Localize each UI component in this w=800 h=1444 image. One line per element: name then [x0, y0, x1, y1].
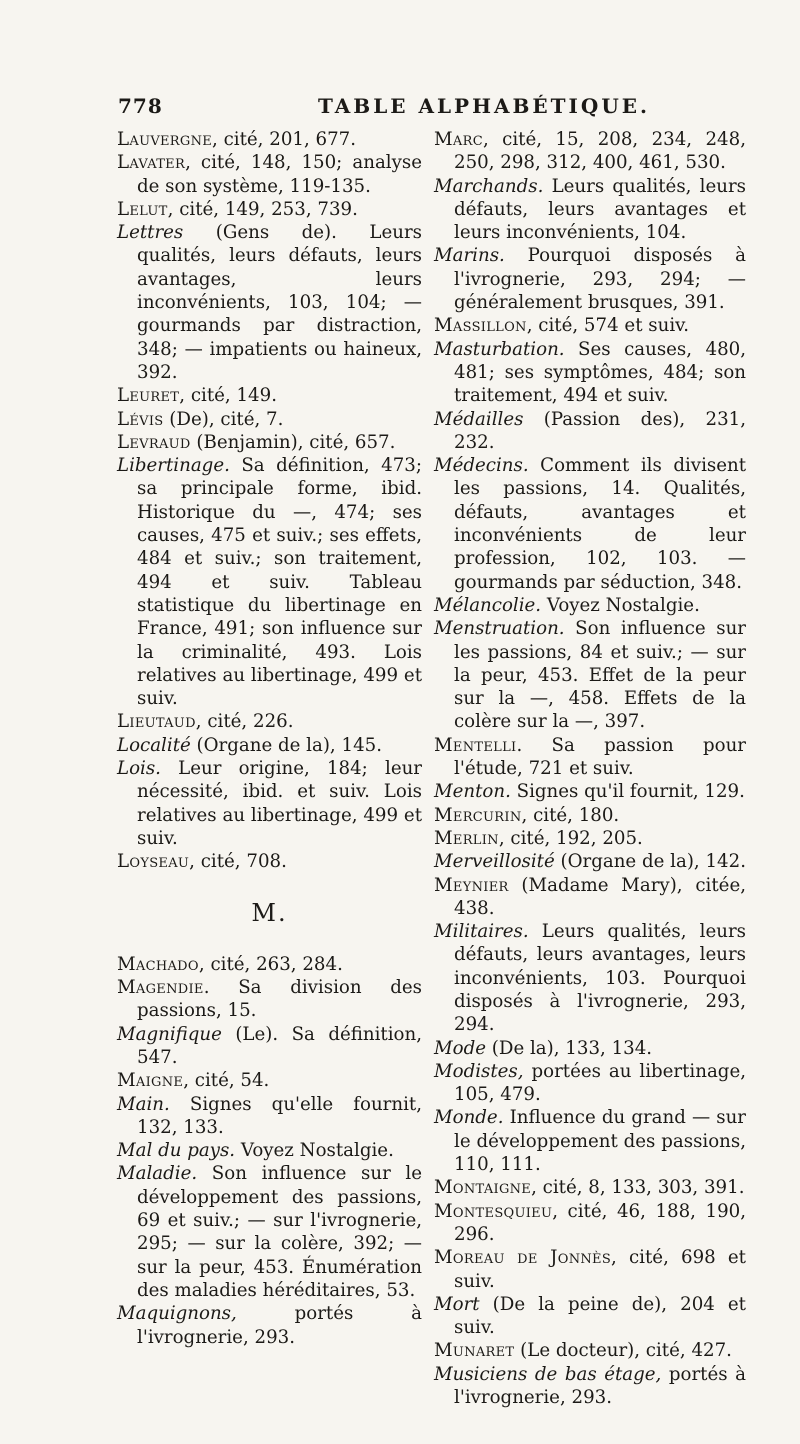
entry-headword: Maquignons,	[117, 1303, 237, 1325]
entry-headword: Lelut	[117, 198, 168, 220]
entry-references: . Sa division des passions, 15.	[137, 977, 422, 1022]
entry-headword: Mode	[434, 1037, 486, 1059]
entry-references: Leurs qualités, leurs défauts, leurs avantages, leurs inconvénients, 103. Pourquoi disposés à l'ivrognerie, 293, 294.	[454, 921, 746, 1036]
entry-references: , cité, 54.	[183, 1070, 270, 1092]
index-entry	[117, 221, 422, 384]
entry-headword: Marc	[434, 129, 483, 150]
index-entry	[434, 1200, 746, 1247]
entry-headword: Machado	[117, 953, 199, 975]
entry-headword: Massillon	[434, 315, 527, 337]
entry-references: (Le). Sa définition, 547.	[137, 1023, 422, 1068]
index-entry	[434, 734, 746, 781]
entry-references: , cité, 698 et suiv.	[454, 1247, 746, 1292]
running-title: TABLE ALPHABÉTIQUE.	[318, 94, 650, 118]
index-entry	[117, 850, 422, 873]
index-entry	[434, 1060, 746, 1107]
entry-headword: Leuret	[117, 385, 180, 407]
entries-group-m-continued	[434, 128, 746, 1409]
entry-headword: Menstruation.	[434, 618, 565, 640]
index-entry	[117, 1139, 422, 1162]
index-entry	[117, 1093, 422, 1140]
entry-headword: Lois.	[117, 758, 161, 780]
index-entry	[117, 384, 422, 407]
index-entry	[117, 1302, 422, 1349]
index-entry	[117, 454, 422, 710]
section-letter: M.	[251, 898, 288, 927]
entry-references: (Benjamin), cité, 657.	[190, 431, 396, 453]
entry-references: (Le docteur), cité, 427.	[514, 1340, 732, 1362]
entry-references: , cité, 149, 253, 739.	[167, 198, 358, 220]
index-entry	[434, 594, 746, 617]
entry-references: portés à l'ivrognerie, 293.	[137, 1303, 422, 1348]
entry-headword: Merveillosité	[434, 851, 555, 873]
entry-references: , cité, 46, 188, 190, 296.	[454, 1200, 746, 1245]
entry-headword: Montesquieu	[434, 1200, 553, 1222]
index-entry	[434, 454, 746, 594]
entry-headword: Levraud	[117, 431, 191, 453]
entry-references: portées au libertinage, 105, 479.	[454, 1060, 746, 1106]
index-entry	[117, 953, 422, 976]
index-entry	[117, 431, 422, 454]
entry-headword: Militaires.	[434, 921, 529, 943]
entry-references: portés à l'ivrognerie, 293.	[454, 1363, 746, 1409]
entry-headword: Musiciens de bas étage,	[434, 1363, 662, 1385]
entry-headword: Lieutaud	[117, 711, 196, 733]
index-entry	[434, 827, 746, 850]
entry-headword: Meynier	[434, 874, 509, 896]
entry-references: Voyez Nostalgie.	[235, 1140, 394, 1162]
index-entry	[434, 1106, 746, 1176]
index-entry	[434, 1363, 746, 1410]
entry-headword: Main.	[117, 1093, 170, 1115]
entry-references: , cité, 574 et suiv.	[526, 315, 690, 337]
entry-headword: Lévis	[117, 408, 164, 430]
index-entry	[434, 780, 746, 803]
entry-references: Sa définition, 473; sa principale forme, ibid. Historique du —, 474; ses causes, 475 et suiv.; ses effets, 484 et suiv.; son traitement, 494 et suiv. Tableau statistique du libertinage en France, 491; son influence sur la criminalité, 493. Lois relatives au libertinage, 499 et suiv.	[137, 455, 422, 710]
entry-references: Signes qu'il fournit, 129.	[510, 781, 745, 803]
index-entry	[434, 920, 746, 1036]
index-entry	[434, 850, 746, 873]
entry-references: Ses causes, 480, 481; ses symptômes, 484; son traitement, 494 et suiv.	[454, 338, 746, 407]
entry-headword: Libertinage.	[117, 455, 230, 477]
index-entry	[434, 874, 746, 921]
index-entry	[117, 151, 422, 198]
index-entry	[117, 198, 422, 221]
index-entry	[434, 617, 746, 733]
entry-headword: Mélancolie.	[434, 594, 542, 616]
entry-references: , cité, 192, 205.	[498, 827, 643, 849]
index-entry	[434, 1293, 746, 1340]
index-entry	[434, 408, 746, 455]
index-entry	[117, 976, 422, 1023]
index-entry	[434, 244, 746, 314]
entry-references: Leur origine, 184; leur nécessité, ibid. et suiv. Lois relatives au libertinage, 499 et suiv.	[137, 758, 422, 849]
entry-headword: Magnifique	[117, 1023, 222, 1045]
entry-headword: Mal du pays.	[117, 1140, 236, 1162]
entry-headword: Mercurin	[434, 804, 522, 826]
entry-headword: Munaret	[434, 1340, 515, 1362]
index-entry	[117, 757, 422, 850]
entries-group-l	[117, 128, 422, 874]
entry-references: Comment ils divisent les passions, 14. Qualités, défauts, avantages et inconvénients de leur profession, 102, 103. — gourmands par séduction, 348.	[454, 455, 746, 593]
entry-headword: Médecins.	[434, 455, 529, 477]
entry-references: , cité, 180.	[521, 804, 620, 826]
entry-references: (Organe de la), 142.	[554, 851, 746, 873]
index-entry	[434, 175, 746, 245]
index-entry	[434, 1339, 746, 1362]
entry-references: (Madame Mary), citée, 438.	[454, 874, 746, 919]
entry-references: (De la), 133, 134.	[485, 1037, 653, 1059]
entry-references: (Passion des), 231, 232.	[454, 408, 746, 453]
index-entry	[117, 128, 422, 151]
entry-headword: Médailles	[434, 408, 524, 430]
entry-references: (Organe de la), 145.	[190, 734, 382, 756]
index-entry	[434, 314, 746, 337]
entry-references: Pourquoi disposés à l'ivrognerie, 293, 294; — généralement brusques, 391.	[454, 245, 746, 314]
entry-references: . Sa passion pour l'étude, 721 et suiv.	[454, 734, 746, 780]
entries-group-m	[117, 953, 422, 1349]
entry-headword: Monde.	[434, 1107, 504, 1129]
entry-references: (De), cité, 7.	[163, 408, 284, 430]
entry-references: , cité, 226.	[195, 711, 294, 733]
entry-headword: Marchands.	[434, 175, 544, 197]
index-entry	[117, 1069, 422, 1092]
entry-headword: Masturbation.	[434, 338, 565, 360]
entry-headword: Modistes,	[434, 1060, 524, 1082]
entry-references: Leurs qualités, leurs défauts, leurs avantages et leurs inconvénients, 104.	[454, 175, 746, 244]
entry-references: Voyez Nostalgie.	[541, 594, 700, 616]
entry-headword: Mentelli	[434, 734, 517, 756]
index-entry	[117, 1023, 422, 1070]
entry-references: , cité, 8, 133, 303, 391.	[531, 1177, 745, 1199]
entry-references: , cité, 148, 150; analyse de son système, 119-135.	[137, 152, 422, 197]
index-entry	[434, 338, 746, 408]
index-entry	[434, 804, 746, 827]
page-header	[118, 94, 758, 126]
right-column	[434, 128, 746, 1409]
entry-references: , cité, 201, 677.	[212, 129, 357, 150]
left-column	[117, 128, 422, 1349]
entry-headword: Lettres	[117, 222, 184, 244]
index-entry	[434, 1246, 746, 1293]
entry-headword: Marins.	[434, 245, 505, 267]
entry-references: , cité, 263, 284.	[198, 953, 343, 975]
entry-headword: Montaigne	[434, 1177, 532, 1199]
entry-references: , cité, 708.	[189, 851, 287, 873]
entry-headword: Maladie.	[117, 1163, 198, 1185]
entry-headword: Magendie	[117, 977, 204, 999]
entry-references: Son influence sur le développement des passions, 69 et suiv.; — sur l'ivrognerie, 295; — sur la colère, 392; — sur la peur, 453. Énumération des maladies héréditaires, 53.	[137, 1163, 422, 1301]
entry-headword: Moreau de Jonnès	[434, 1247, 612, 1269]
index-entry	[434, 1176, 746, 1199]
entry-headword: Menton.	[434, 781, 511, 803]
entry-headword: Maigne	[117, 1070, 184, 1092]
index-entry	[117, 710, 422, 733]
index-entry	[434, 128, 746, 175]
entry-references: Signes qu'elle fournit, 132, 133.	[137, 1093, 422, 1138]
entry-references: , cité, 149.	[179, 385, 277, 407]
entry-references: Influence du grand — sur le développement des passions, 110, 111.	[454, 1107, 746, 1176]
index-entry	[117, 1162, 422, 1302]
page-number: 778	[118, 94, 163, 118]
entry-headword: Lavater	[117, 152, 186, 174]
entry-headword: Mort	[434, 1293, 480, 1315]
entry-references: , cité, 15, 208, 234, 248, 250, 298, 312, 400, 461, 530.	[454, 129, 746, 174]
entry-references: (De la peine de), 204 et suiv.	[454, 1293, 746, 1339]
entry-references: Son influence sur les passions, 84 et suiv.; — sur la peur, 453. Effet de la peur sur la —, 458. Effets de la colère sur la —, 397.	[454, 618, 746, 733]
index-entry	[434, 1037, 746, 1060]
entry-headword: Lauvergne	[117, 129, 213, 150]
index-entry	[117, 408, 422, 431]
index-entry	[117, 734, 422, 757]
entry-headword: Loyseau	[117, 851, 190, 873]
entry-headword: Merlin	[434, 827, 499, 849]
entry-headword: Localité	[117, 734, 191, 756]
entry-references: (Gens de). Leurs qualités, leurs défauts, leurs avantages, leurs inconvénients, 103, 104; — gourmands par distraction, 348; — impatients ou haineux, 392.	[137, 222, 422, 383]
